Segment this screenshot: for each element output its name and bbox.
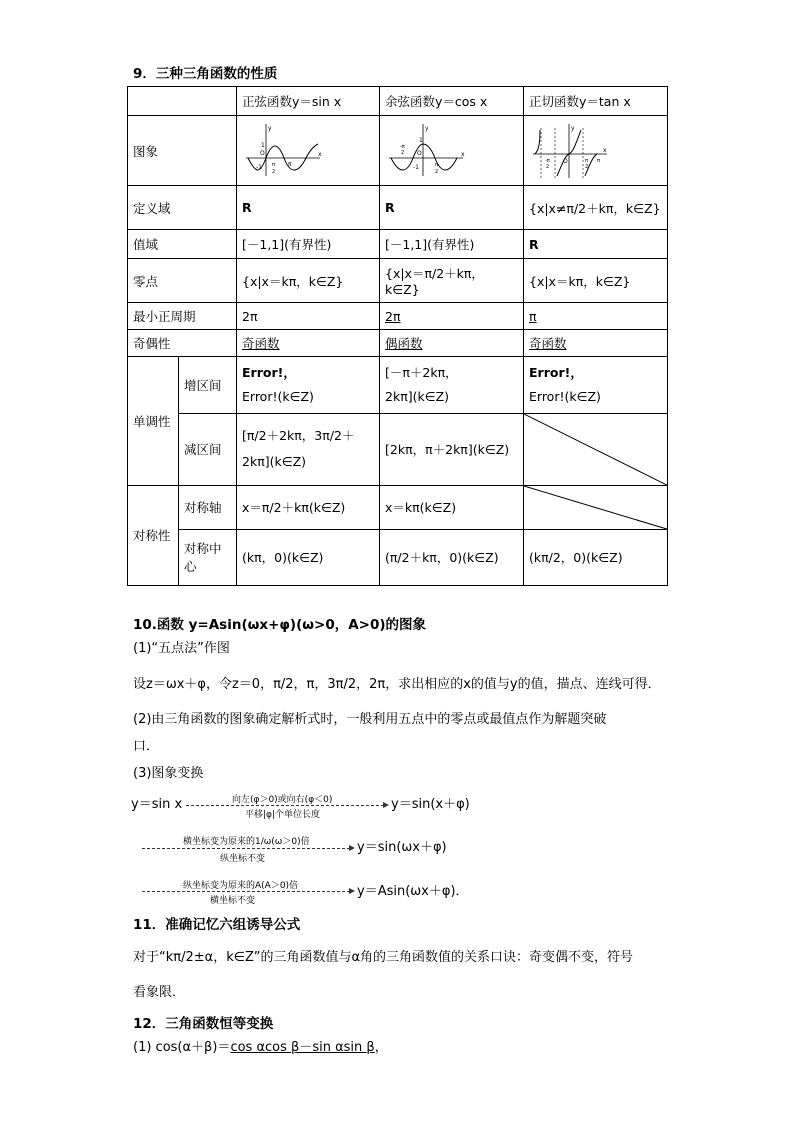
t1-bottom: 平移|φ|个单位长度: [245, 810, 321, 820]
row-label-dec: 减区间: [179, 413, 237, 485]
row-label-inc: 增区间: [179, 357, 237, 413]
cos-inc: [380, 357, 524, 413]
section-9-heading: 9．三种三角函数的性质: [133, 66, 278, 82]
tan-graph: [524, 116, 668, 186]
svg-text:O: O: [260, 149, 265, 157]
s11-p1: 对于“kπ/2±α，k∈Z”的三角函数值与α角的三角函数值的关系口诀：奇变偶不变，符号: [133, 950, 634, 965]
row-label-center: 对称中心: [179, 529, 237, 585]
sin-center: (kπ，0)(k∈Z): [237, 529, 380, 585]
t3-top: 纵坐标变为原来的A(A＞0)倍: [183, 881, 299, 891]
svg-text:-1: -1: [256, 163, 262, 171]
table-row: [128, 413, 668, 485]
svg-text:π: π: [597, 157, 601, 164]
cos-center: (π/2＋kπ，0)(k∈Z): [380, 529, 524, 585]
tan-zero: {x|x＝kπ，k∈Z}: [524, 259, 668, 303]
table-row: [128, 485, 668, 529]
row-label-graph: 图象: [128, 116, 237, 186]
svg-text:2: 2: [401, 149, 405, 156]
table-row: [128, 303, 668, 330]
row-label-domain: 定义域: [128, 186, 237, 230]
s12-p1-answer: cos αcos β－sin αsin β: [230, 1040, 375, 1055]
section-12-heading: 12．三角函数恒等变换: [133, 1016, 274, 1032]
cos-parity: 偶函数: [380, 330, 524, 357]
sin-inc-line1: Error!，: [242, 365, 296, 381]
sin-range: [－1,1](有界性): [237, 230, 380, 259]
table-row: [128, 259, 668, 303]
table-row: [128, 87, 668, 116]
sin-dec-line2: 2kπ](k∈Z): [242, 454, 307, 470]
s10-p1: (1)“五点法”作图: [133, 641, 230, 656]
tan-parity: 奇函数: [524, 330, 668, 357]
svg-text:x: x: [603, 146, 607, 154]
svg-text:π: π: [288, 160, 292, 168]
sin-zero: {x|x＝kπ，k∈Z}: [237, 259, 380, 303]
col-header-tan: 正切函数y＝tan x: [524, 87, 668, 116]
table-row: [128, 116, 668, 186]
svg-text:π: π: [585, 157, 589, 164]
section-10-heading: 10.函数 y=Asin(ωx+φ)(ω>0，A>0)的图象: [133, 617, 427, 633]
s10-p4: (3)图象变换: [133, 766, 204, 781]
t2-right: y＝sin(ωx＋φ): [357, 840, 447, 855]
tan-axis-empty: [524, 485, 668, 529]
svg-text:y: y: [571, 124, 575, 132]
table-row: [128, 330, 668, 357]
t1-top: 向左(φ＞0)或向右(φ＜0): [232, 795, 333, 805]
t1-right: y＝sin(x＋φ): [391, 797, 470, 812]
cos-graph: [380, 116, 524, 186]
s12-p1: [133, 1038, 388, 1058]
s10-p2: 设z＝ωx＋φ，令z＝0，π/2，π，3π/2，2π，求出相应的x的值与y的值，描点、连线可得．: [133, 677, 661, 692]
cos-range: [－1,1](有界性): [380, 230, 524, 259]
svg-text:-π: -π: [400, 143, 405, 150]
sin-inc-line2: Error!(k∈Z): [242, 389, 314, 405]
sin-period: 2π: [237, 303, 380, 330]
sin-inc: [237, 357, 380, 413]
t3-right: y＝Asin(ωx＋φ)．: [357, 884, 469, 899]
svg-text:O: O: [417, 149, 422, 157]
t2-top: 横坐标变为原来的1/ω(ω＞0)倍: [183, 837, 310, 847]
row-label-parity: 奇偶性: [128, 330, 237, 357]
tan-inc-line2: Error!(k∈Z): [529, 389, 601, 405]
t2-arrow: [142, 848, 350, 849]
table-row: [128, 529, 668, 585]
svg-text:y: y: [425, 124, 429, 132]
sin-graph: [237, 116, 380, 186]
t3-bottom: 横坐标不变: [210, 896, 256, 906]
svg-text:1: 1: [419, 136, 423, 144]
row-label-zero: 零点: [128, 259, 237, 303]
svg-text:2: 2: [272, 168, 276, 175]
cos-zero: {x|x＝π/2＋kπ，k∈Z}: [380, 259, 524, 303]
svg-text:1: 1: [261, 141, 265, 149]
svg-text:2: 2: [546, 163, 550, 170]
cos-inc-line1: [－π＋2kπ，: [385, 365, 458, 381]
cos-axis: x＝kπ(k∈Z): [380, 485, 524, 529]
row-label-axis: 对称轴: [179, 485, 237, 529]
t1-arrow: [186, 805, 384, 806]
svg-text:x: x: [318, 150, 322, 158]
svg-text:-π: -π: [545, 157, 550, 164]
s12-p1-prefix: (1) cos(α＋β)＝: [133, 1040, 231, 1055]
table-row: [128, 186, 668, 230]
tan-inc-line1: Error!，: [529, 365, 583, 381]
section-11-heading: 11．准确记忆六组诱导公式: [133, 917, 301, 933]
tan-range: R: [524, 230, 668, 259]
row-label-range: 值域: [128, 230, 237, 259]
row-label-mono: 单调性: [128, 357, 179, 485]
table-row: [128, 357, 668, 413]
t3-arrow: [142, 891, 350, 892]
sin-dec: [237, 413, 380, 485]
cos-period: 2π: [380, 303, 524, 330]
sin-dec-line1: [π/2＋2kπ，3π/2＋: [242, 428, 355, 444]
col-header-cos: 余弦函数y＝cos x: [380, 87, 524, 116]
table-row: [128, 230, 668, 259]
cos-domain: R: [380, 186, 524, 230]
t2-arrowhead: [349, 845, 355, 851]
svg-text:y: y: [268, 124, 272, 132]
s10-p3a: (2)由三角函数的图象确定解析式时，一般利用五点中的零点或最值点作为解题突破: [133, 712, 607, 727]
row-label-sym: 对称性: [128, 485, 179, 585]
cos-dec: [2kπ，π＋2kπ](k∈Z): [380, 413, 524, 485]
svg-text:2: 2: [585, 163, 589, 170]
s10-p3b: 口．: [133, 739, 160, 754]
sin-parity: 奇函数: [237, 330, 380, 357]
row-label-period: 最小正周期: [128, 303, 237, 330]
cos-inc-line2: 2kπ](k∈Z): [385, 389, 450, 405]
sin-axis: x＝π/2＋kπ(k∈Z): [237, 485, 380, 529]
col-header-sin: 正弦函数y＝sin x: [237, 87, 380, 116]
svg-text:-1: -1: [413, 163, 419, 171]
tan-domain: {x|x≠π/2＋kπ，k∈Z}: [524, 186, 668, 230]
tan-dec-empty: [524, 413, 668, 485]
svg-text:π: π: [272, 161, 276, 168]
s12-p1-suffix: ，: [374, 1040, 388, 1055]
tan-center: (kπ/2，0)(k∈Z): [524, 529, 668, 585]
trig-properties-table: [127, 86, 668, 586]
t1-arrowhead: [383, 802, 389, 808]
tan-period: π: [524, 303, 668, 330]
svg-text:O: O: [563, 157, 568, 165]
t2-bottom: 纵坐标不变: [220, 854, 266, 864]
svg-text:π: π: [435, 161, 439, 168]
s11-p2: 看象限．: [133, 985, 186, 1000]
sin-domain: R: [237, 186, 380, 230]
tan-inc: [524, 357, 668, 413]
svg-text:x: x: [461, 150, 465, 158]
t1-left: y＝sin x: [131, 797, 183, 812]
svg-text:2: 2: [435, 168, 439, 175]
t3-arrowhead: [349, 888, 355, 894]
